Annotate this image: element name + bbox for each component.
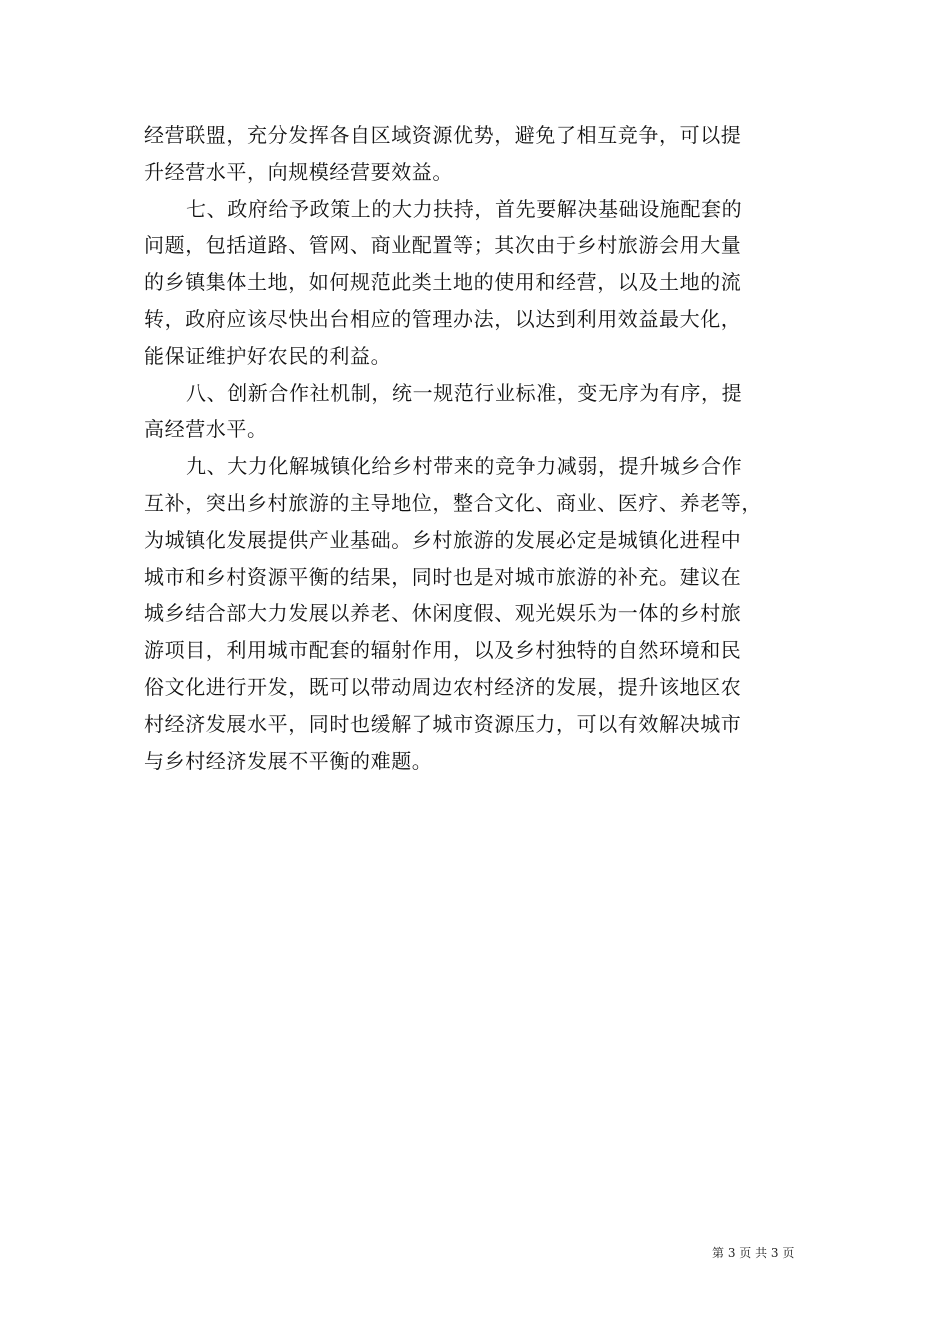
- body-text: [144, 117, 809, 779]
- text-line: 城市和乡村资源平衡的结果，同时也是对城市旅游的补充。建议在: [144, 564, 742, 589]
- text-line: 城乡结合部大力发展以养老、休闲度假、观光娱乐为一体的乡村旅: [144, 601, 742, 626]
- text-line: 为城镇化发展提供产业基础。乡村旅游的发展必定是城镇化进程中: [144, 527, 742, 552]
- text-line: 经营联盟，充分发挥各自区域资源优势，避免了相互竞争，可以提: [144, 123, 742, 147]
- paragraph-seven-start: 七、政府给予政策上的大力扶持，首先要解决基础设施配套的: [186, 196, 743, 221]
- text-line: 能保证维护好农民的利益。: [144, 343, 392, 368]
- text-line: 问题，包括道路、管网、商业配置等；其次由于乡村旅游会用大量: [144, 233, 742, 258]
- text-line: 转，政府应该尽快出台相应的管理办法，以达到利用效益最大化，: [144, 306, 742, 331]
- text-line: 的乡镇集体土地，如何规范此类土地的使用和经营，以及土地的流: [144, 270, 742, 295]
- text-line: 村经济发展水平，同时也缓解了城市资源压力，可以有效解决城市: [144, 711, 742, 736]
- text-line: 俗文化进行开发，既可以带动周边农村经济的发展，提升该地区农: [144, 674, 742, 699]
- text-line: 高经营水平。: [144, 417, 268, 442]
- text-line: 升经营水平，向规模经营要效益。: [144, 159, 453, 184]
- paragraph-eight-start: 八、创新合作社机制，统一规范行业标准，变无序为有序，提: [186, 380, 743, 405]
- text-line: 互补，突出乡村旅游的主导地位，整合文化、商业、医疗、养老等，: [144, 490, 762, 515]
- text-line: 与乡村经济发展不平衡的难题。: [144, 748, 433, 773]
- page-number: 第 3 页 共 3 页: [712, 1246, 795, 1260]
- text-line: 游项目，利用城市配套的辐射作用，以及乡村独特的自然环境和民: [144, 638, 742, 663]
- paragraph-nine-start: 九、大力化解城镇化给乡村带来的竞争力减弱，提升城乡合作: [186, 454, 743, 479]
